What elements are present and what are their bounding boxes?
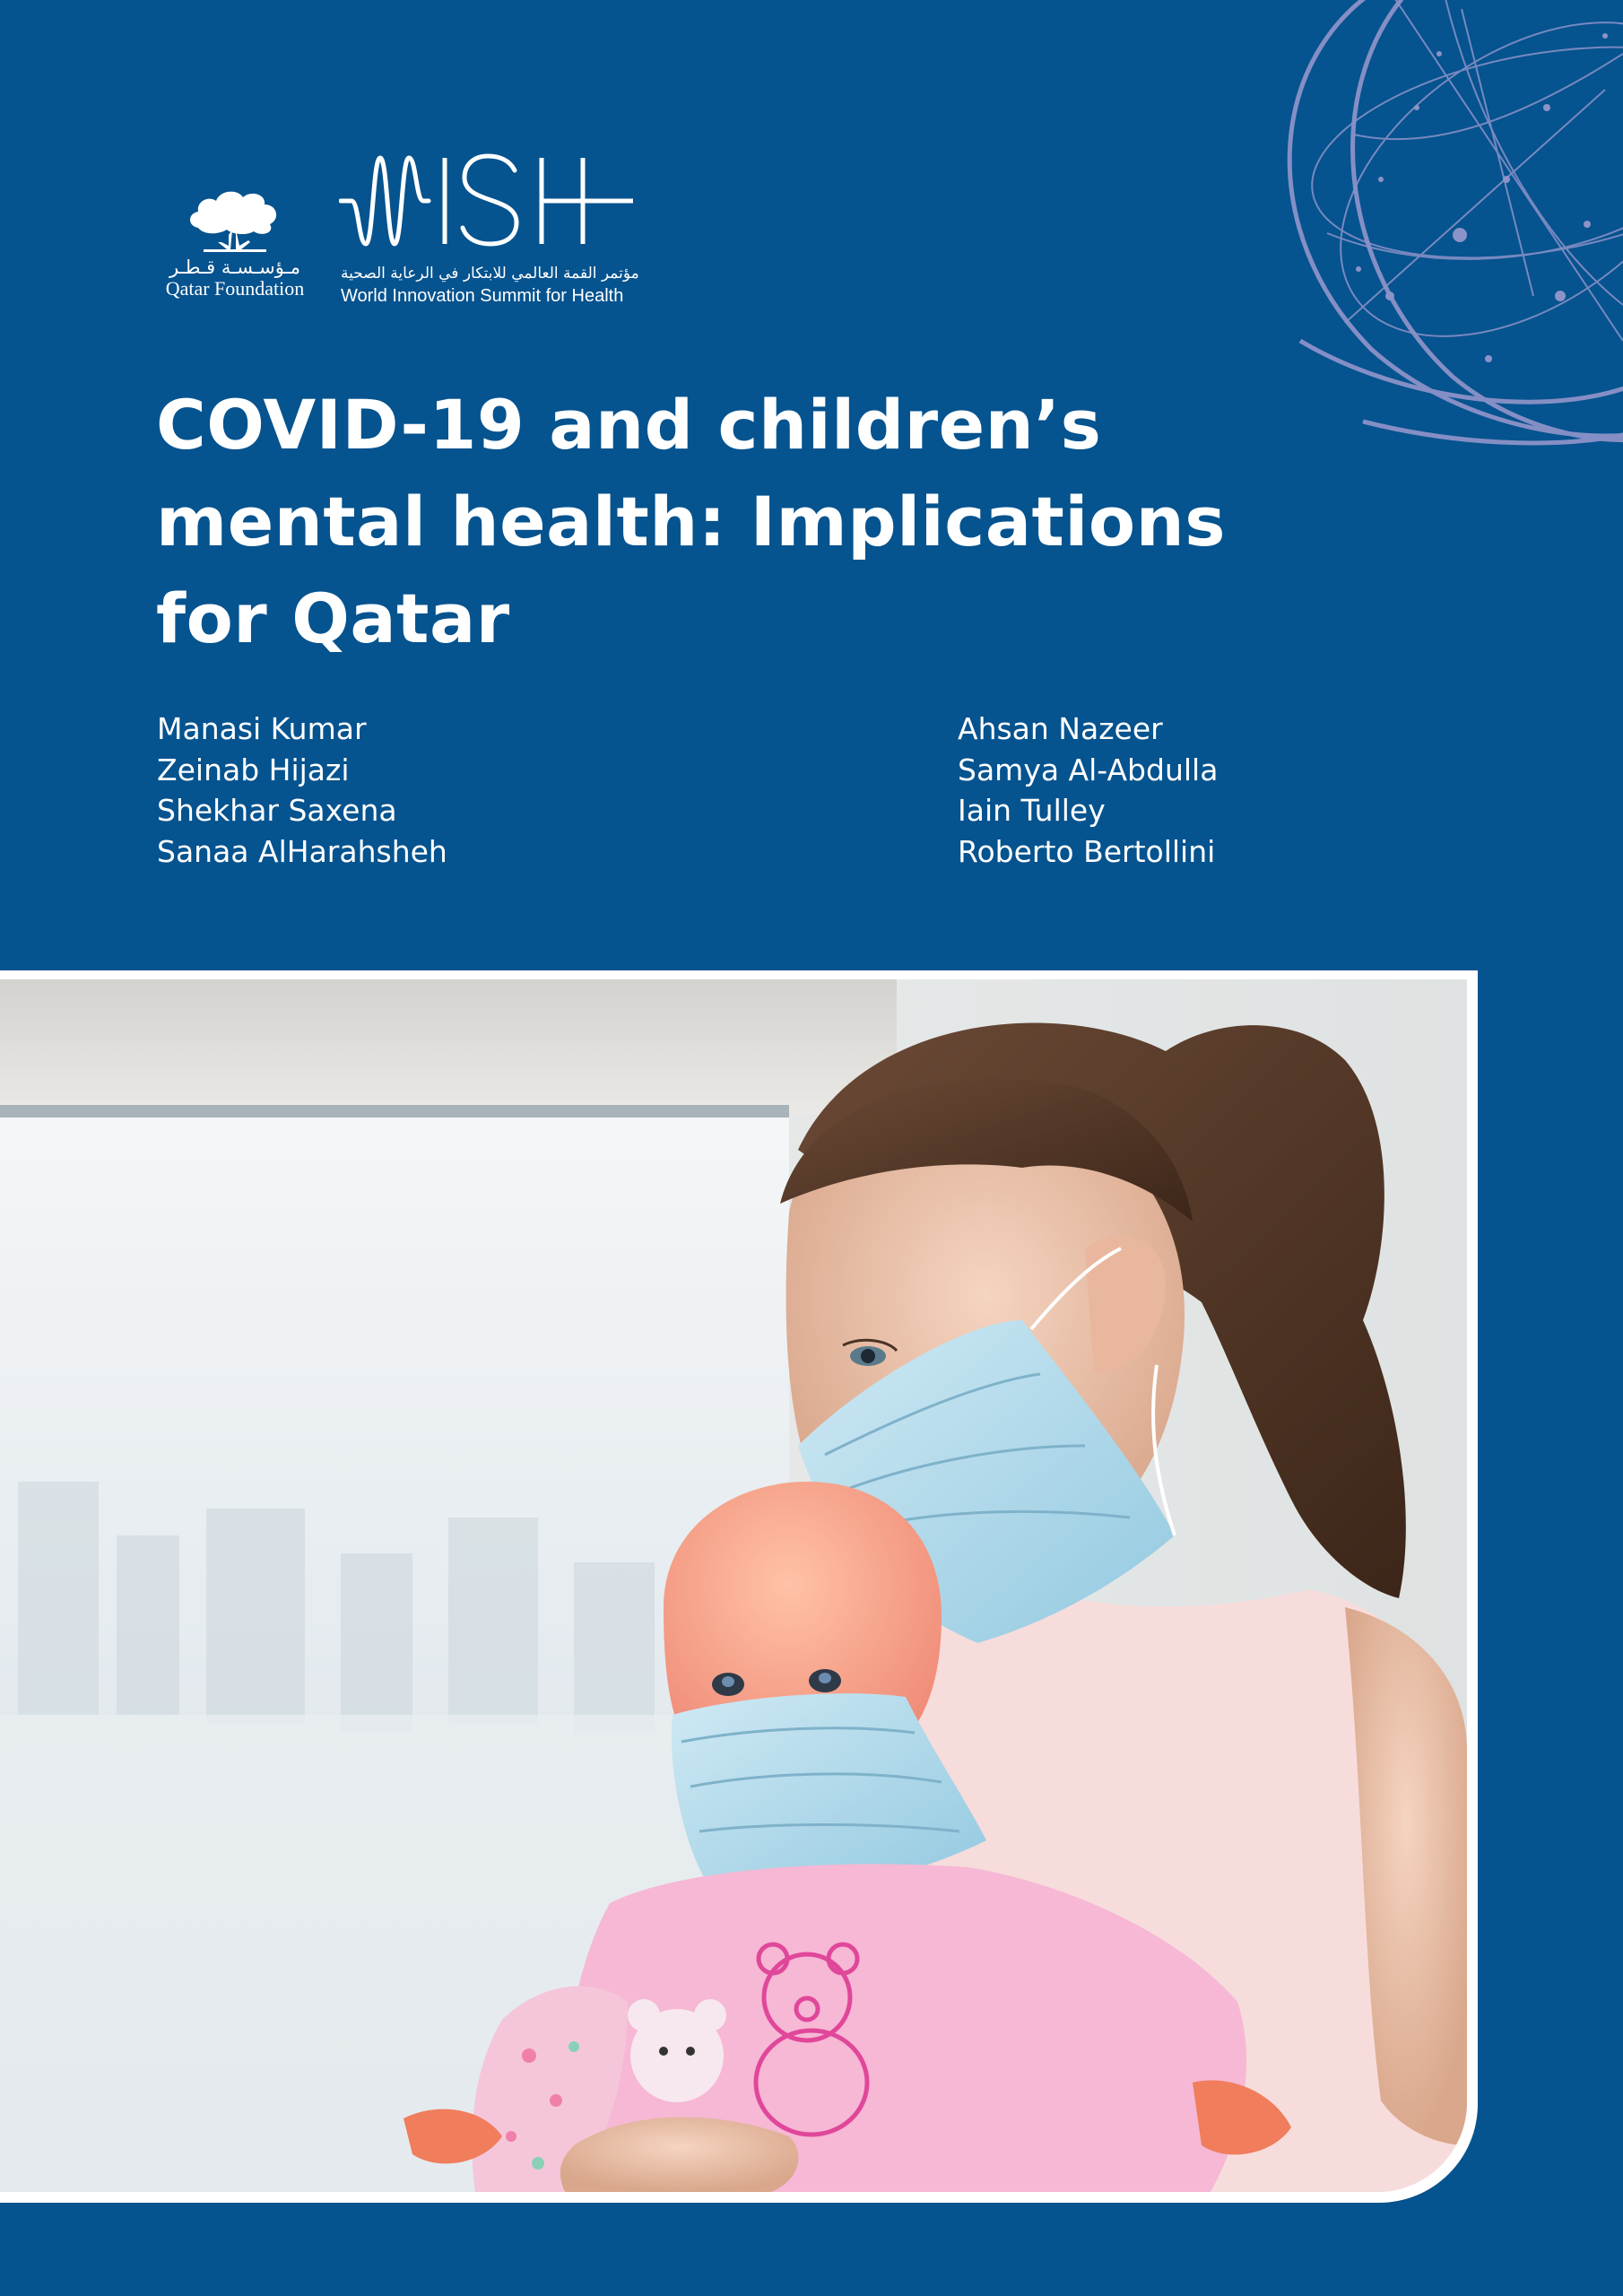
qatar-foundation-arabic: مـؤسـسـة قـطـر (169, 257, 300, 278)
wish-arabic-name: مؤتمر القمة العالمي للابتكار في الرعاية الصحية (341, 265, 639, 283)
globe-graphic (1237, 0, 1623, 466)
wish-english-name: World Innovation Summit for Health (341, 286, 624, 306)
authors-right-column (958, 709, 1218, 872)
title-line-1: COVID-19 and children’s (156, 385, 1102, 465)
author-name: Roberto Bertollini (958, 833, 1216, 869)
author-name: Ahsan Nazeer (958, 711, 1163, 746)
author-name: Manasi Kumar (157, 711, 367, 746)
qatar-foundation-logo (154, 187, 316, 312)
qatar-foundation-english: Qatar Foundation (165, 277, 305, 300)
author-name: Zeinab Hijazi (157, 752, 350, 787)
wish-wordmark (339, 151, 635, 260)
tree-icon (186, 187, 284, 255)
report-title (156, 377, 1268, 667)
author-name: Shekhar Saxena (157, 793, 397, 828)
wish-logo (339, 151, 639, 312)
cover-photo-girl-with-doll (0, 979, 1467, 2192)
authors-left-column (157, 709, 447, 872)
title-line-3: for Qatar (156, 578, 510, 658)
author-name: Samya Al-Abdulla (958, 752, 1219, 787)
author-name: Iain Tulley (958, 793, 1106, 828)
title-line-2: mental health: Implications (156, 482, 1226, 561)
author-name: Sanaa AlHarahsheh (157, 833, 447, 869)
